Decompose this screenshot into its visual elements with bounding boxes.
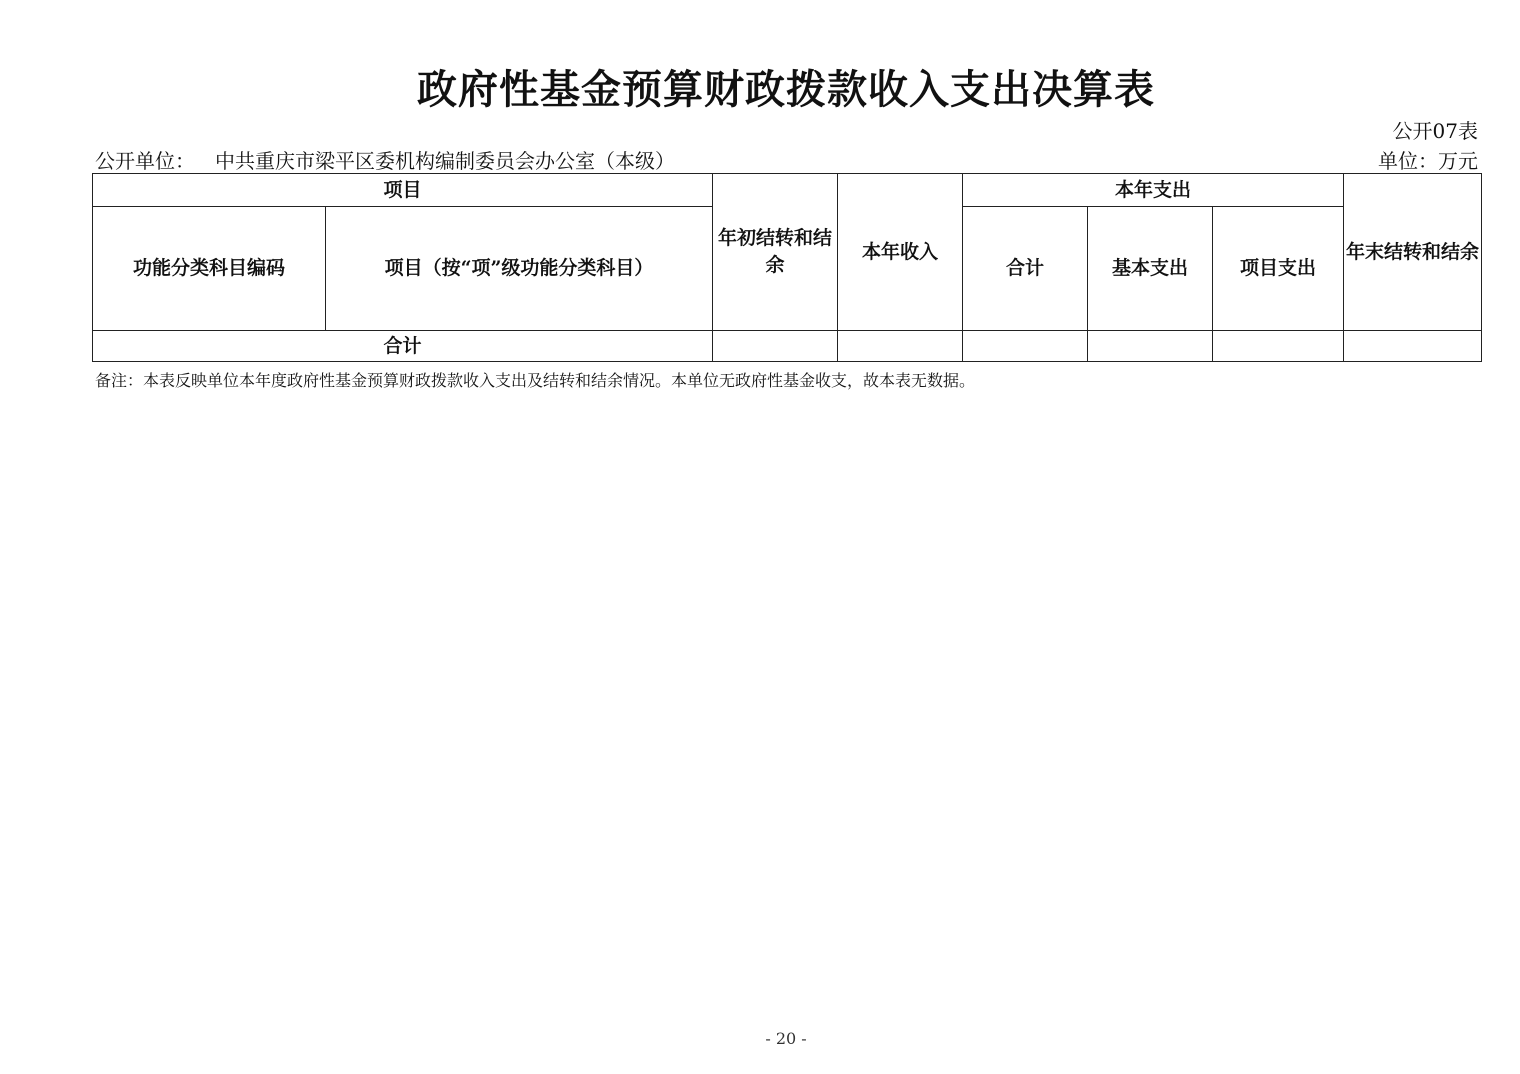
total-expense-total [963, 331, 1088, 362]
total-current-income [838, 331, 963, 362]
unit-label: 公开单位： [95, 149, 195, 173]
total-basic-expense [1088, 331, 1213, 362]
header-ending-balance: 年末结转和结余 [1344, 174, 1482, 331]
page-number: - 20 - [765, 1029, 807, 1048]
header-project-item: 项目（按“项”级功能分类科目） [326, 207, 713, 331]
header-basic-expense: 基本支出 [1088, 207, 1213, 331]
table-note: 备注：本表反映单位本年度政府性基金预算财政拨款收入支出及结转和结余情况。本单位无政府性基金收支，故本表无数据。 [95, 371, 976, 390]
header-function-code: 功能分类科目编码 [93, 207, 326, 331]
header-row-1 [93, 174, 1482, 207]
total-label: 合计 [93, 331, 713, 362]
header-expense-total: 合计 [963, 207, 1088, 331]
unit-measure: 单位：万元 [1378, 149, 1478, 173]
header-project-expense: 项目支出 [1213, 207, 1344, 331]
unit-name: 中共重庆市梁平区委机构编制委员会办公室（本级） [215, 149, 675, 173]
header-project-group: 项目 [93, 174, 713, 207]
header-current-expense-group: 本年支出 [963, 174, 1344, 207]
total-ending-balance [1344, 331, 1482, 362]
form-code: 公开07表 [1392, 119, 1478, 143]
header-current-income: 本年收入 [838, 174, 963, 331]
total-row [93, 331, 1482, 362]
reporting-unit [95, 145, 675, 174]
page-title: 政府性基金预算财政拨款收入支出决算表 [417, 66, 1155, 113]
header-beginning-balance: 年初结转和结余 [713, 174, 838, 331]
total-beginning-balance [713, 331, 838, 362]
budget-table [92, 173, 1482, 362]
total-project-expense [1213, 331, 1344, 362]
